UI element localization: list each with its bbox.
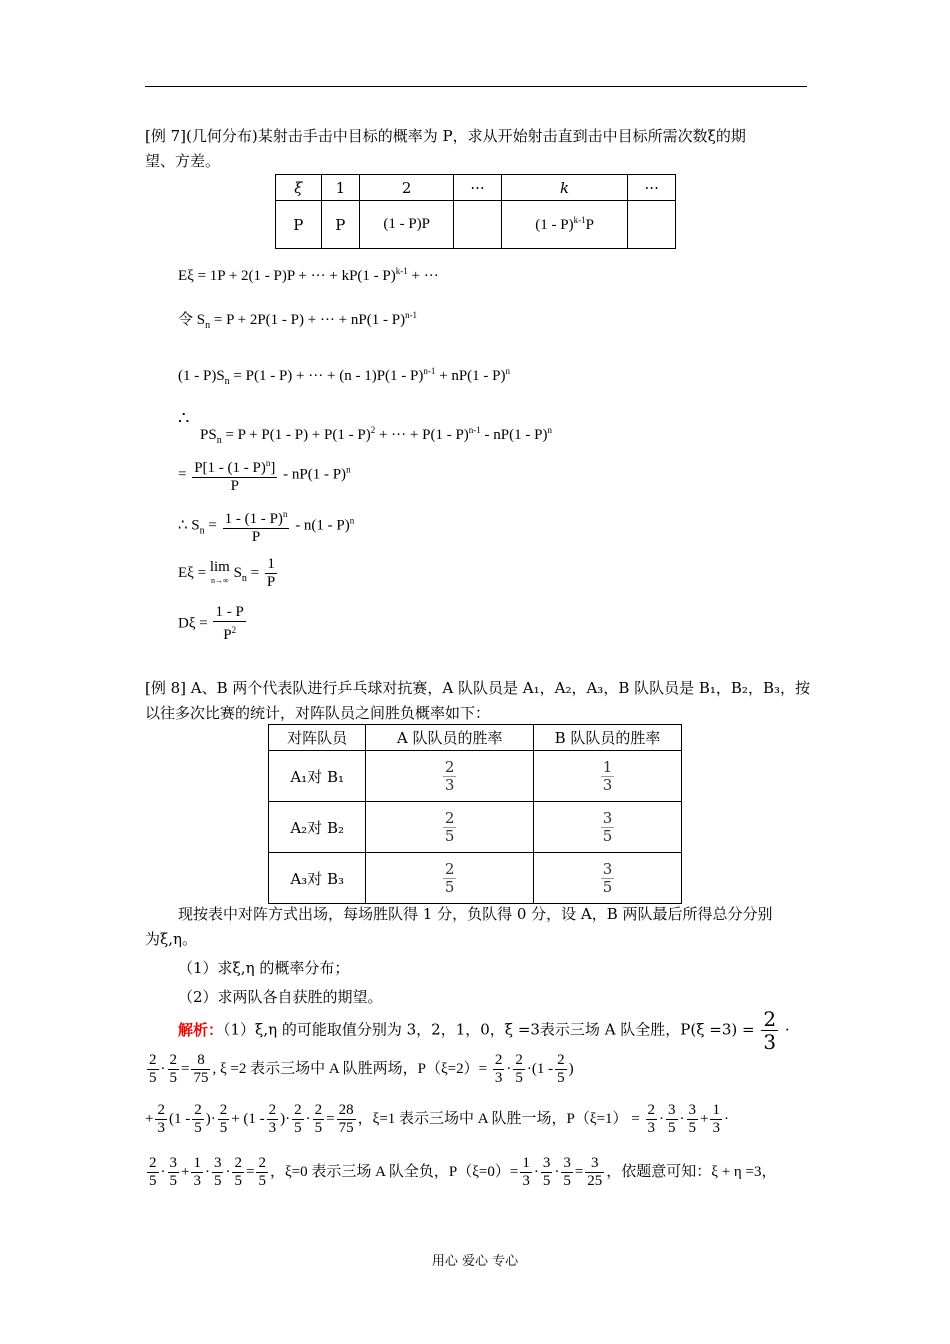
- eq7-7-frac: $\frac{1}{P}$: [266, 556, 276, 590]
- t8-header-b: B 队队员的胜率: [534, 725, 682, 751]
- solution-line4: $\frac{2}{5}$ · $\frac{3}{5}$ + $\frac{1}{3}$ · $\frac{3}{5}$ · $\frac{2}{5}$ = $\frac{2}{5}$ ，ξ=0 表示三场 A 队全负，P（ξ=0）= $\frac{1}{3}$ · $\frac{3}{5}$ · $\frac{3}{5}$ = $\frac{3}{25}$ ，依题意可知：ξ + η =3，: [149, 1155, 777, 1189]
- eq7-7: Eξ = lim n→∞ $S_n$ = $\frac{1}{P}$: [178, 556, 276, 590]
- t8-row1-match: A₁对 B₁: [269, 751, 366, 802]
- t7-r1-c5: k: [501, 175, 628, 201]
- t7-r2-c4: [454, 201, 502, 249]
- solution-line1: 解析：（1）ξ,η 的可能取值分别为 3，2，1，0，ξ =3表示三场 A 队全胜，P(ξ =3) = $\frac{2}{3}$ ·: [178, 1007, 790, 1054]
- eq7-2: 令 $S_n = P + 2P(1 - P)$ + ··· + nP(1 - P)$^{n-1}$: [178, 310, 418, 331]
- t8-header-match: 对阵队员: [269, 725, 366, 751]
- t7-r1-c3: 2: [360, 175, 454, 201]
- t7-r2-c1: P: [276, 201, 322, 249]
- t8-header-a: A 队队员的胜率: [366, 725, 534, 751]
- eq7-5-frac: $\frac{P[1 - (1 - P)^n]}{P}$: [192, 455, 277, 495]
- p-xi-3-frac: $\frac{2}{3}$: [763, 1007, 777, 1054]
- question-2: （2）求两队各自获胜的期望。: [178, 988, 383, 1006]
- eq7-6: ∴ $S_n$ = $\frac{1 - (1 - P)^n}{P}$ - n(1 - P)$^n$: [178, 506, 354, 546]
- t8-row1-b: $\frac{1}{3}$: [534, 751, 682, 802]
- question-1: （1）求ξ,η 的概率分布；: [178, 959, 350, 977]
- t8-row1-a: $\frac{2}{3}$: [366, 751, 534, 802]
- t7-r1-c6: ···: [628, 175, 676, 201]
- t8-row2-match: A₂对 B₂: [269, 802, 366, 853]
- eq7-6-frac: $\frac{1 - (1 - P)^n}{P}$: [223, 506, 290, 546]
- solution-label: 解析：: [178, 1020, 224, 1039]
- eq7-3: $(1 - P)S_n = P(1 - P)$ + ··· + (n - 1)P(1 - P)$^{n-1}$ + nP(1 - P)$^n$: [178, 366, 511, 387]
- eq7-5: = $\frac{P[1 - (1 - P)^n]}{P}$ - nP(1 - P)$^n$: [178, 455, 351, 495]
- t7-r2-c2: P: [321, 201, 360, 249]
- example8-intro: [例 8] A、B 两个代表队进行乒乓球对抗赛，A 队队员是 A₁，A₂，A₃，B 队队员是 B₁，B₂，B₃，按 以往多次比赛的统计，对阵队员之间胜负概率如下：: [145, 679, 810, 722]
- example8-text: 现按表中对阵方式出场，每场胜队得 1 分，负队得 0 分，设 A，B 两队最后所得总分分别 为ξ,η。 （1）求ξ,η 的概率分布； （2）求两队各自获胜的期望。: [145, 902, 810, 1010]
- eq7-4: ∴ $PS_n = P + P(1 - P) + P(1 - P)^2$ + ··· + P(1 - P)$^{n-1}$ - nP(1 - P)$^n$: [178, 408, 552, 446]
- t7-r2-c5: (1 - P)$^{k-1}$P: [501, 201, 628, 249]
- example8-table: [268, 724, 682, 904]
- eq7-1: Eξ = 1P + 2(1 - P)P + ··· + kP(1 - P)$^{k-1}$ + ···: [178, 266, 439, 284]
- solution-line3: + $\frac{2}{3}$ (1 - $\frac{2}{5}$ )· $\frac{2}{5}$ + (1 - $\frac{2}{3}$ )· $\frac{2}{5}$ · $\frac{2}{5}$ = $\frac{28}{75}$ ，ξ=1 表示三场中 A 队胜一场，P（ξ=1） = $\frac{2}{3}$ · $\frac{3}{5}$ · $\frac{3}{5}$ + $\frac{1}{3}$ ·: [145, 1102, 729, 1136]
- t8-row3-a: $\frac{2}{5}$: [366, 853, 534, 904]
- t7-r1-c4: ···: [454, 175, 502, 201]
- t8-row2-a: $\frac{2}{5}$: [366, 802, 534, 853]
- t8-row2-b: $\frac{3}{5}$: [534, 802, 682, 853]
- t8-row3-b: $\frac{3}{5}$: [534, 853, 682, 904]
- example7-table: [275, 174, 676, 249]
- header-rule: [145, 86, 807, 87]
- solution-line2: $\frac{2}{5}$ · $\frac{2}{5}$ = $\frac{8}{75}$ , ξ =2 表示三场中 A 队胜两场，P（ξ=2）= $\frac{2}{3}$ · $\frac{2}{5}$ ·(1 - $\frac{2}{5}$ ): [149, 1052, 574, 1086]
- eq7-8-frac: $\frac{1 - P}{P^2}$: [215, 604, 244, 643]
- t7-r1-c2: 1: [321, 175, 360, 201]
- t7-r1-c1: ξ: [276, 175, 322, 201]
- t7-r2-c6: [628, 201, 676, 249]
- page-footer: 用心 爱心 专心: [431, 1254, 519, 1269]
- t7-r2-c3: (1 - P)P: [360, 201, 454, 249]
- t8-row3-match: A₃对 B₃: [269, 853, 366, 904]
- eq7-8: Dξ = $\frac{1 - P}{P^2}$: [178, 604, 244, 643]
- example7-title: [例 7](几何分布)某射击手击中目标的概率为 P，求从开始射击直到击中目标所需次数ξ的期 望、方差。: [145, 127, 746, 170]
